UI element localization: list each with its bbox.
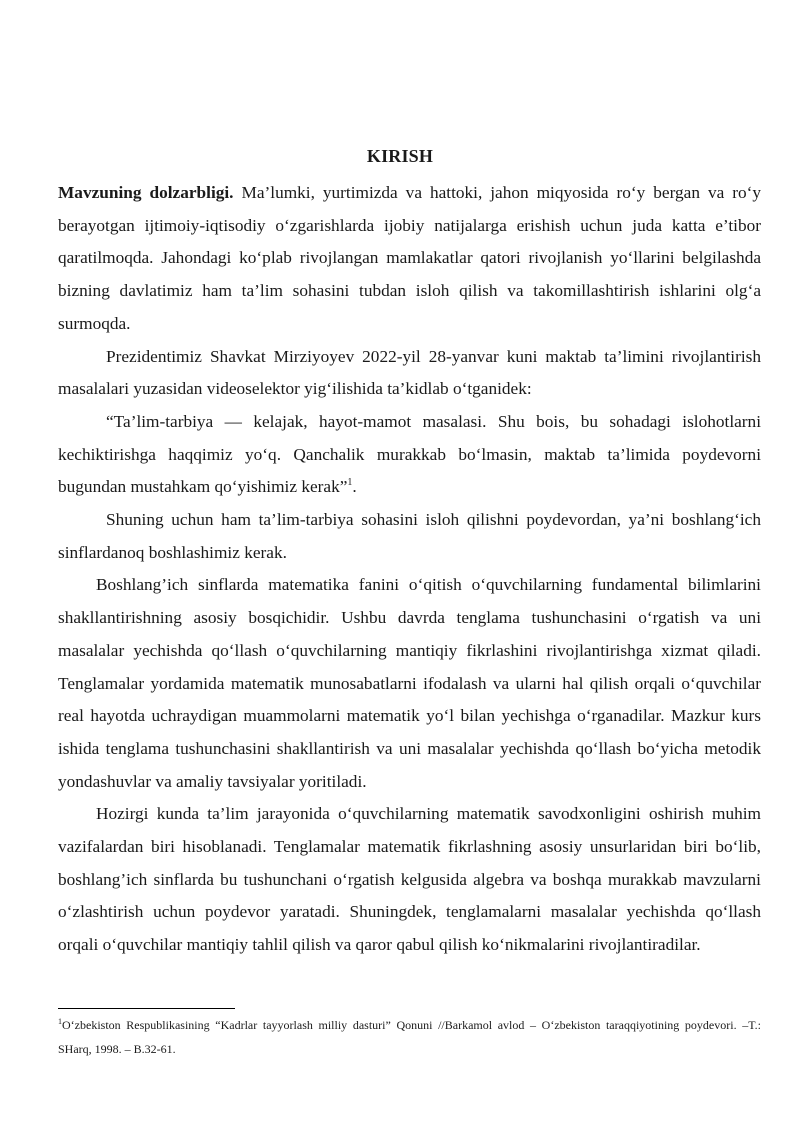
- paragraph-quote: [58, 406, 761, 504]
- paragraph-president: Prezidentimiz Shavkat Mirziyoyev 2022-yil 28-yanvar kuni maktab ta’limini rivojlantirish masalalari yuzasidan videoselektor yig‘ilishida ta’kidlab o‘tganidek:: [58, 346, 761, 399]
- paragraph-reform: Shuning uchun ham ta’lim-tarbiya sohasini isloh qilishni poydevordan, ya’ni boshlang‘ich sinflardanoq boshlashimiz kerak.: [58, 510, 761, 562]
- body-text: [58, 177, 761, 962]
- page-title: KIRISH: [366, 146, 434, 166]
- paragraph-literacy: Hozirgi kunda ta’lim jarayonida o‘quvchilarning matematik savodxonligini oshirish muhim vazifalardan biri hisoblanadi. Tenglamalar matematik fikrlashning asosiy unsurlaridan biri bo‘lib, boshlang’ich sinflarda bu tushunchani o‘rgatish kelgusida algebra va boshqa murakkab mavzularni o‘zlashtirish uchun poydevor yaratadi. Shuningdek, tenglamalarni masalalar yechishda qo‘llash orqali o‘quvchilar mantiqiy tahlil qilish va qaror qabul qilish ko‘nikmalarini rivojlantiradilar.: [58, 804, 761, 955]
- footnote-divider: [58, 1008, 235, 1009]
- footnote-text: O‘zbekiston Respublikasining “Kadrlar tayyorlash milliy dasturi” Qonuni //Barkamol avlod – O‘zbekiston taraqqiyotining poydevori. –T.: SHarq, 1998. – B.32-61.: [58, 1018, 761, 1056]
- paragraph-relevance: [58, 177, 761, 341]
- relevance-text: Ma’lumki, yurtimizda va hattoki, jahon miqyosida ro‘y bergan va ro‘y berayotgan ijtimoiy-iqtisodiy o‘zgarishlarda ijobiy natijalarga erishish uchun juda katta e’tibor qaratilmoqda. Jahondagi ko‘plab rivojlangan mamlakatlar qatori rivojlanish yo‘llarini belgilashda bizning davlatimiz ham ta’lim sohasini tubdan isloh qilish va takomillashtirish ishlarini olg‘a surmoqda.: [58, 183, 762, 333]
- footnote-mark: 1: [58, 1017, 62, 1026]
- relevance-heading: Mavzuning dolzarbligi.: [58, 183, 234, 202]
- quote-end: .: [352, 477, 357, 497]
- paragraph-primary-math: Boshlang’ich sinflarda matematika fanini o‘qitish o‘quvchilarning fundamental bilimlarini shakllantirishning asosiy bosqichidir. Ushbu davrda tenglama tushunchasini o‘rgatish va uni masalalar yechishda qo‘llash o‘quvchilarning mantiqiy fikrlashini rivojlantirishga xizmat qiladi. Tenglamalar yordamida matematik munosabatlarni ifodalash va ularni hal qilish orqali o‘quvchilar real hayotda uchraydigan muammolarni matematik yo‘l bilan yechishga o‘rganadilar. Mazkur kurs ishida tenglama tushunchasini shakllantirish va uni masalalar yechishda qo‘llash bo‘yicha metodik yondashuvlar va amaliy tavsiyalar yoritiladi.: [58, 575, 761, 791]
- quote-text: “Ta’lim-tarbiya — kelajak, hayot-mamot masalasi. Shu bois, bu sohadagi islohotlarni kechiktirishga haqqimiz yo‘q. Qanchalik murakkab bo‘lmasin, maktab ta’limida poydevorni bugundan mustahkam qo‘yishimiz kerak”: [58, 411, 761, 497]
- footnote-reference[interactable]: 1: [347, 477, 353, 489]
- footnote: [58, 1013, 761, 1061]
